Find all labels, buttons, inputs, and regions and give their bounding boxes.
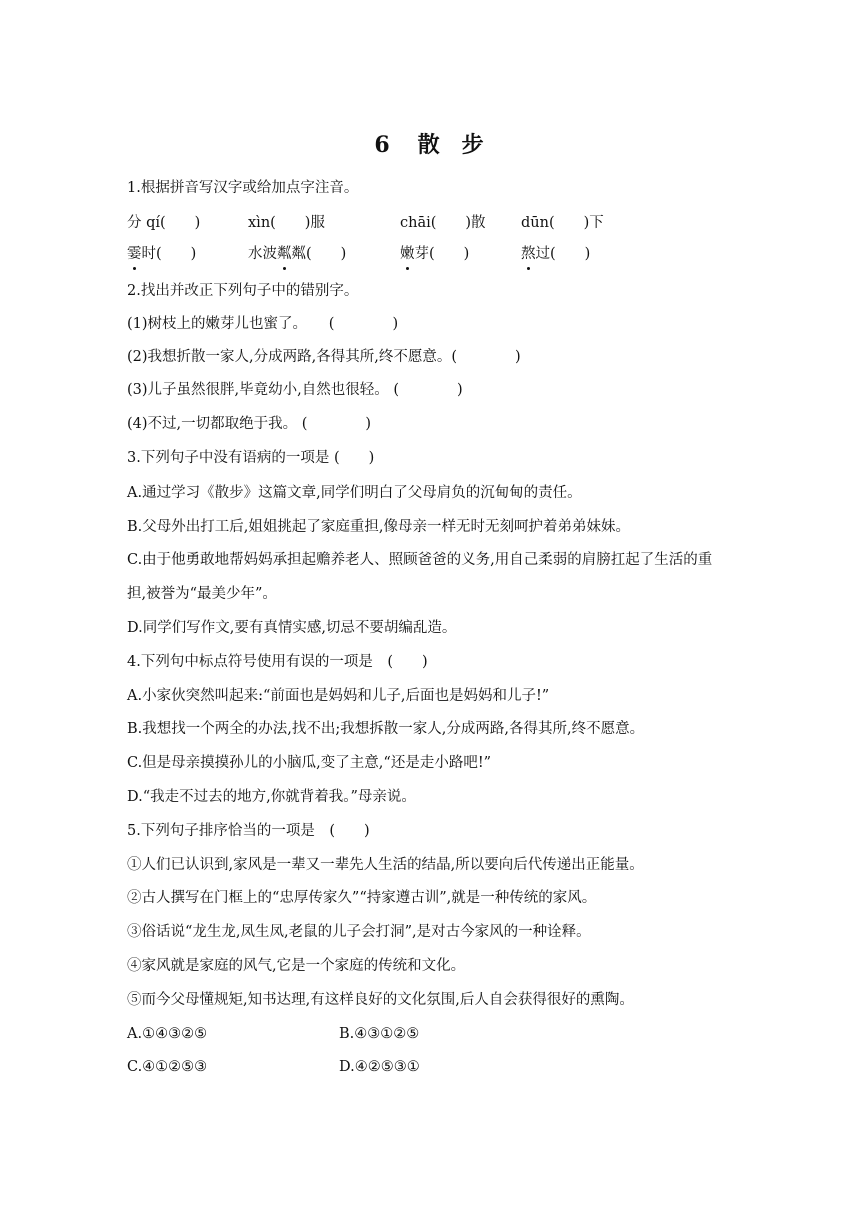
q1-dotted-item-2: 水波粼粼( ) bbox=[248, 246, 347, 262]
q4-heading: 4.下列句中标点符号使用有误的一项是 ( ) bbox=[127, 654, 428, 670]
dotted-char: 熬 bbox=[521, 246, 536, 262]
q1-dotted-item-3: 嫩芽( ) bbox=[400, 246, 470, 262]
q4-option-c: C.但是母亲摸摸孙儿的小脑瓜,变了主意,“还是走小路吧!” bbox=[127, 755, 492, 771]
q2-item-3: (3)儿子虽然很胖,毕竟幼小,自然也很轻。 ( ) bbox=[127, 382, 463, 398]
q1-pinyin-item-3: chāi( )散 bbox=[400, 215, 486, 231]
q5-heading: 5.下列句子排序恰当的一项是 ( ) bbox=[127, 823, 370, 839]
q1-pinyin-item-2: xìn( )服 bbox=[248, 215, 325, 231]
q1-heading: 1.根据拼音写汉字或给加点字注音。 bbox=[127, 180, 359, 196]
title-char-1: 散 bbox=[417, 132, 442, 158]
title-char-2: 步 bbox=[461, 132, 486, 158]
dotted-char: 粼 bbox=[277, 246, 292, 262]
q5-choice-d: D.④②⑤③① bbox=[339, 1059, 420, 1075]
q3-option-d: D.同学们写作文,要有真情实感,切忌不要胡编乱造。 bbox=[127, 620, 457, 636]
q3-option-b: B.父母外出打工后,姐姐挑起了家庭重担,像母亲一样无时无刻呵护着弟弟妹妹。 bbox=[127, 519, 630, 535]
page-title bbox=[0, 128, 860, 159]
q4-option-d: D.“我走不过去的地方,你就背着我。”母亲说。 bbox=[127, 789, 416, 805]
q3-option-c-continued: 担,被誉为“最美少年”。 bbox=[127, 586, 277, 602]
lesson-number: 6 bbox=[374, 132, 392, 158]
q5-sentence-2: ②古人撰写在门框上的“忠厚传家久”“持家遵古训”,就是一种传统的家风。 bbox=[127, 890, 597, 906]
q4-option-a: A.小家伙突然叫起来:“前面也是妈妈和儿子,后面也是妈妈和儿子!” bbox=[127, 688, 550, 704]
q3-option-a: A.通过学习《散步》这篇文章,同学们明白了父母肩负的沉甸甸的责任。 bbox=[127, 485, 582, 501]
q1-dotted-item-1: 霎时( ) bbox=[127, 246, 197, 262]
q4-option-b: B.我想找一个两全的办法,找不出;我想拆散一家人,分成两路,各得其所,终不愿意。 bbox=[127, 721, 645, 737]
q5-sentence-5: ⑤而今父母懂规矩,知书达理,有这样良好的文化氛围,后人自会获得很好的熏陶。 bbox=[127, 992, 634, 1008]
q2-item-4: (4)不过,一切都取绝于我。 ( ) bbox=[127, 416, 372, 432]
q3-heading: 3.下列句子中没有语病的一项是 ( ) bbox=[127, 450, 375, 466]
q5-choice-b: B.④③①②⑤ bbox=[339, 1026, 420, 1042]
q1-dotted-item-4: 熬过( ) bbox=[521, 246, 591, 262]
q5-sentence-1: ①人们已认识到,家风是一辈又一辈先人生活的结晶,所以要向后代传递出正能量。 bbox=[127, 857, 644, 873]
q3-option-c: C.由于他勇敢地帮妈妈承担起赡养老人、照顾爸爸的义务,用自己柔弱的肩膀扛起了生活的重 bbox=[127, 552, 713, 568]
dotted-char: 嫩 bbox=[400, 246, 415, 262]
q5-choice-a: A.①④③②⑤ bbox=[127, 1026, 208, 1042]
q5-sentence-4: ④家风就是家庭的风气,它是一个家庭的传统和文化。 bbox=[127, 958, 466, 974]
q1-pinyin-item-4: dūn( )下 bbox=[521, 215, 604, 231]
q2-item-1: (1)树枝上的嫩芽儿也蜜了。 ( ) bbox=[127, 316, 399, 332]
q5-choice-c: C.④①②⑤③ bbox=[127, 1059, 208, 1075]
q2-item-2: (2)我想折散一家人,分成两路,各得其所,终不愿意。( ) bbox=[127, 349, 521, 365]
q5-sentence-3: ③俗话说“龙生龙,凤生凤,老鼠的儿子会打洞”,是对古今家风的一种诠释。 bbox=[127, 924, 591, 940]
q1-pinyin-item-1: 分 qí( ) bbox=[127, 215, 201, 231]
q2-heading: 2.找出并改正下列句子中的错别字。 bbox=[127, 283, 359, 299]
dotted-char: 霎 bbox=[127, 246, 142, 262]
